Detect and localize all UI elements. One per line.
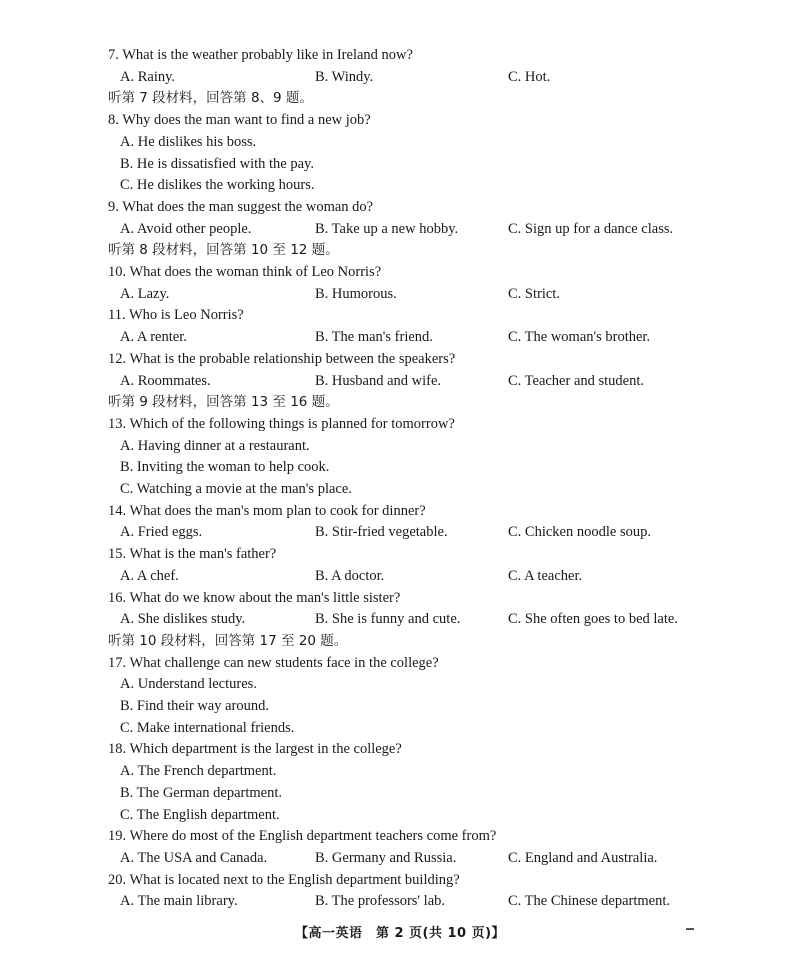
option-b: B. Take up a new hobby. (315, 220, 459, 237)
option-a: A. Roommates. (120, 372, 211, 389)
question-text: 14. What does the man's mom plan to cook for dinner? (108, 502, 426, 519)
section-instruction: 听第 9 段材料，回答第 13 至 16 题。 (108, 394, 339, 411)
question-text: 17. What challenge can new students face in the college? (108, 654, 439, 671)
option-a: A. The USA and Canada. (120, 849, 268, 866)
option-c: C. Strict. (508, 285, 560, 302)
question-text: 11. Who is Leo Norris? (108, 307, 244, 324)
option-a: A. A renter. (120, 329, 187, 346)
option-line: C. The English department. (120, 806, 280, 823)
question-text: 20. What is located next to the English department building? (108, 871, 460, 888)
option-row (0, 327, 800, 349)
option-line: A. Understand lectures. (120, 676, 257, 693)
option-b: B. Stir-fried vegetable. (315, 524, 448, 541)
question-text: 10. What does the woman think of Leo Norris? (108, 264, 382, 280)
option-row (0, 891, 800, 913)
question-text: 15. What is the man's father? (108, 546, 277, 563)
option-line: B. Inviting the woman to help cook. (120, 459, 330, 476)
question-text: 16. What do we know about the man's little sister? (108, 589, 401, 606)
option-line: C. Watching a movie at the man's place. (120, 481, 352, 497)
option-row (0, 371, 800, 393)
question-text: 12. What is the probable relationship between the speakers? (108, 350, 456, 367)
option-b: B. The professors' lab. (315, 893, 446, 910)
option-b: B. She is funny and cute. (315, 611, 461, 628)
option-line: C. Make international friends. (120, 719, 295, 736)
option-c: C. Sign up for a dance class. (508, 220, 674, 237)
question-text: 19. Where do most of the English department teachers come from? (108, 828, 497, 845)
option-line: A. He dislikes his boss. (120, 133, 257, 150)
question-text: 18. Which department is the largest in the college? (108, 741, 402, 758)
option-c: C. The woman's brother. (508, 329, 651, 346)
option-row (0, 609, 800, 631)
option-b: B. A doctor. (315, 567, 385, 584)
page-footer: 【高一英语 第 2 页(共 10 页)】 (294, 926, 506, 941)
option-row (0, 522, 800, 544)
option-c: C. Teacher and student. (508, 372, 645, 389)
option-line: B. Find their way around. (120, 698, 270, 714)
option-b: B. Windy. (315, 68, 374, 85)
option-a: A. Lazy. (120, 285, 170, 302)
option-c: C. England and Australia. (508, 849, 658, 866)
section-instruction: 听第 10 段材料，回答第 17 至 20 题。 (108, 632, 348, 649)
option-b: B. The man's friend. (315, 329, 433, 346)
option-c: C. Chicken noodle soup. (508, 524, 651, 541)
option-line: C. He dislikes the working hours. (120, 177, 315, 194)
option-a: A. The main library. (120, 893, 238, 910)
option-b: B. Germany and Russia. (315, 849, 457, 866)
option-a: A. She dislikes study. (120, 611, 246, 628)
option-line: A. The French department. (120, 763, 277, 780)
option-line: B. He is dissatisfied with the pay. (120, 155, 314, 172)
option-a: A. Rainy. (120, 68, 176, 85)
option-c: C. The Chinese department. (508, 893, 671, 910)
section-instruction: 听第 7 段材料，回答第 8、9 题。 (108, 90, 313, 107)
question-text: 7. What is the weather probably like in Ireland now? (108, 47, 413, 63)
option-a: A. Fried eggs. (120, 524, 203, 541)
option-row (0, 566, 800, 588)
option-line: A. Having dinner at a restaurant. (120, 437, 310, 454)
option-row (0, 67, 800, 89)
option-c: C. A teacher. (508, 567, 583, 584)
question-text: 9. What does the man suggest the woman do? (108, 198, 374, 215)
option-b: B. Husband and wife. (315, 372, 442, 389)
option-c: C. She often goes to bed late. (508, 611, 678, 628)
option-b: B. Humorous. (315, 285, 397, 302)
option-row (0, 219, 800, 241)
option-row (0, 284, 800, 306)
scan-mark (686, 928, 694, 930)
option-a: A. Avoid other people. (120, 220, 252, 237)
question-text: 8. Why does the man want to find a new job? (108, 112, 371, 129)
option-row (0, 848, 800, 870)
question-text: 13. Which of the following things is planned for tomorrow? (108, 415, 455, 432)
option-a: A. A chef. (120, 567, 179, 584)
option-c: C. Hot. (508, 68, 551, 85)
option-line: B. The German department. (120, 784, 282, 801)
section-instruction: 听第 8 段材料，回答第 10 至 12 题。 (108, 242, 339, 259)
